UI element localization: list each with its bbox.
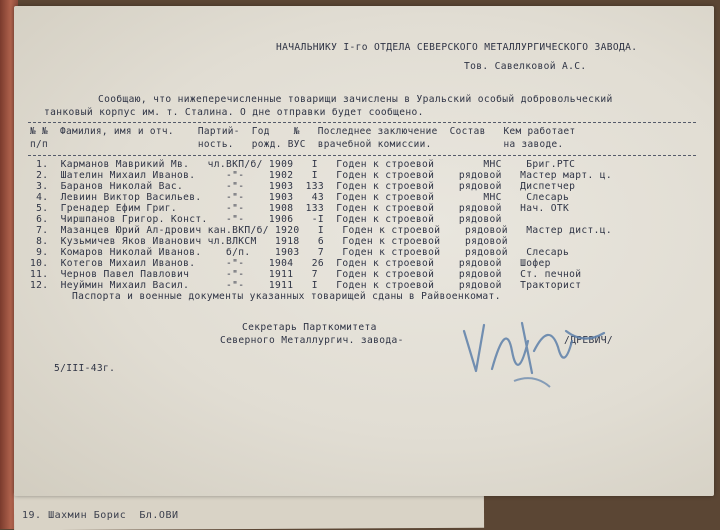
addressee-line-1: НАЧАЛЬНИКУ I-го ОТДЕЛА СЕВЕРСКОГО МЕТАЛЛУРГИЧЕСКОГО ЗАВОДА.	[276, 42, 638, 53]
table-row: 5. Гренадер Ефим Григ. -"- 1908 133 Годен к строевой рядовой Нач. ОТК	[30, 203, 570, 214]
table-header-line-1: № № Фамилия, имя и отч. Партий- Год № Последнее заключение Состав Кем работает	[30, 126, 576, 137]
table-row: 8. Кузьмичев Яков Иванович чл.ВЛКСМ 1918 6 Годен к строевой рядовой	[30, 236, 508, 247]
table-row: 9. Комаров Николай Иванов. б/п. 1903 7 Годен к строевой рядовой Слесарь	[30, 247, 570, 258]
signature-title-1: Секретарь Парткомитета	[242, 322, 377, 333]
document-date: 5/III-43г.	[54, 363, 116, 374]
table-header-rule	[28, 155, 696, 156]
underlying-page-text: 19. Шахмин Борис Бл.ОВИ	[22, 510, 179, 521]
footer-note: Паспорта и военные документы указанных товарищей сданы в Райвоенкомат.	[72, 291, 501, 302]
table-row: 6. Чиршпанов Григор. Конст. -"- 1906 -I Годен к строевой рядовой	[30, 214, 502, 225]
table-row: 11. Чернов Павел Павлович -"- 1911 7 Годен к строевой рядовой Ст. печной	[30, 269, 582, 280]
handwritten-signature	[454, 311, 624, 401]
signature-title-2: Северного Металлургич. завода-	[220, 335, 404, 346]
signature-name: /ДРЕВИЧ/	[564, 335, 614, 346]
table-top-rule	[28, 122, 696, 123]
table-row: 3. Баранов Николай Вас. -"- 1903 133 Годен к строевой рядовой Диспетчер	[30, 181, 576, 192]
document-page	[14, 6, 714, 496]
table-row: 1. Карманов Маврикий Мв. чл.ВКП/б/ 1909 I Годен к строевой МНС Бриг.РТС	[30, 159, 576, 170]
addressee-line-2: Тов. Савелковой А.С.	[464, 61, 587, 72]
intro-line-2: танковый корпус им. т. Сталина. О дне отправки будет сообщено.	[44, 107, 424, 118]
intro-line-1: Сообщаю, что нижеперечисленные товарищи зачислены в Уральский особый добровольческий	[98, 94, 613, 105]
table-header-line-2: п/п ность. рожд. ВУС врачебной комиссии. на заводе.	[30, 139, 564, 150]
table-row: 2. Шателин Михаил Иванов. -"- 1902 I Годен к строевой рядовой Мастер март. ц.	[30, 170, 612, 181]
table-row: 12. Неуймин Михаил Васил. -"- 1911 I Годен к строевой рядовой Тракторист	[30, 280, 582, 291]
table-row: 4. Левиин Виктор Васильев. -"- 1903 43 Годен к строевой МНС Слесарь	[30, 192, 570, 203]
table-row: 7. Мазанцев Юрий Ал-дрович кан.ВКП/б/ 1920 I Годен к строевой рядовой Мастер дист.ц.	[30, 225, 612, 236]
table-row: 10. Котегов Михаил Иванов. -"- 1904 26 Годен к строевой рядовой Шофер	[30, 258, 551, 269]
